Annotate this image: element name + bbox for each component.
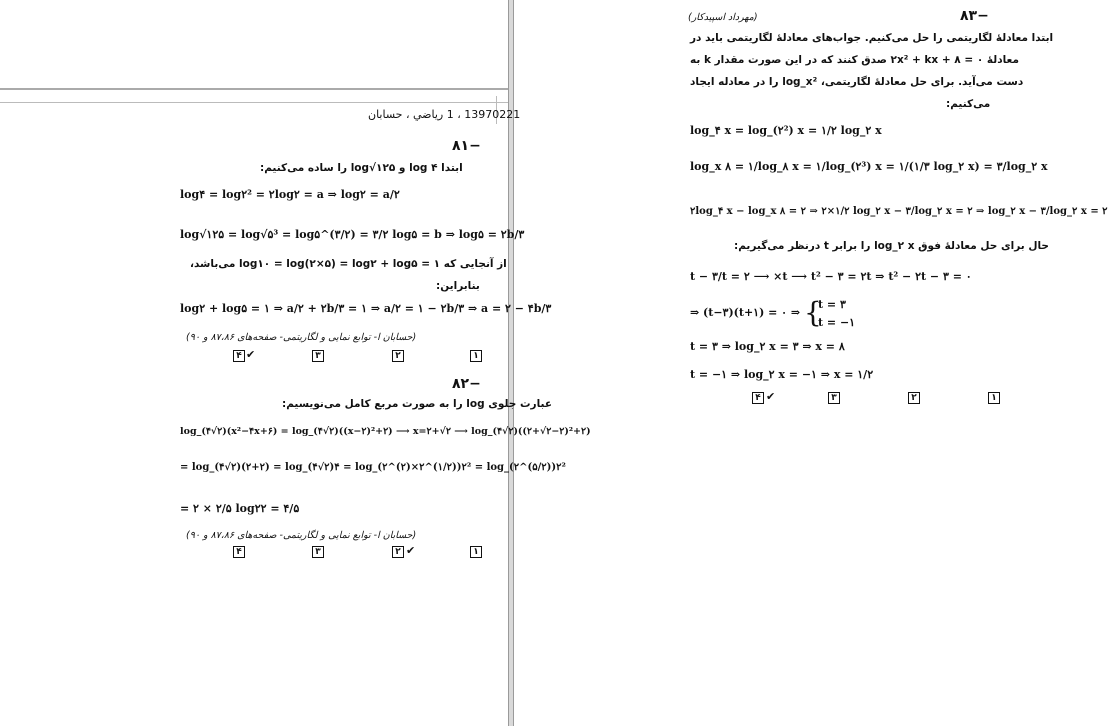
- q82-check-icon: ✔: [406, 544, 416, 557]
- question-81-source: (حسابان ا- توابع نمایی و لگاریتمی- صفحه‌های ۸۷،۸۶ و ۹۰): [186, 332, 417, 343]
- question-83-m2: log_x ۸ = ۱/log_۸ x = ۱/log_(۲³) x = ۱/(۱/۳ log_۲ x) = ۳/log_۲ x: [690, 160, 1048, 173]
- q82-choice-3[interactable]: ۳: [312, 546, 324, 558]
- question-81-line1: log۴ = log۲² = ۲log۲ = a ⇒ log۲ = a/۲: [180, 188, 400, 201]
- case-brace: {: [804, 296, 822, 329]
- question-81-text3: بنابراین:: [436, 280, 480, 292]
- question-81-intro: ابتدا ۴ log و log√۱۲۵ را ساده می‌کنیم:: [260, 162, 463, 174]
- question-83-m5: ⇒ (t−۳)(t+۱) = ۰ ⇒: [690, 306, 801, 319]
- q81-choice-4[interactable]: ۴: [233, 350, 245, 362]
- page-header: 13970221 ، 1 رياضي ، حسابان: [368, 108, 521, 121]
- question-82-line1: log_(۴√۲)(x²−۴x+۶) = log_(۴√۲)((x−۲)²+۲) ⟶ x=۲+√۲ ⟶ log_(۴√۲)((۲+√۲−۲)²+۲): [180, 426, 591, 437]
- question-81-number: ۸۱−: [452, 138, 481, 154]
- question-83-number: ۸۳−: [960, 8, 989, 24]
- question-82-line3: = ۲ × ۲/۵ log۲۲ = ۴/۵: [180, 502, 300, 515]
- question-83-m5b: t = −۱: [818, 316, 856, 329]
- q83-choice-1[interactable]: ۱: [988, 392, 1000, 404]
- q81-check-icon: ✔: [246, 348, 256, 361]
- q83-choice-2[interactable]: ۲: [908, 392, 920, 404]
- question-83-p3: دست می‌آید. برای حل معادلهٔ لگاریتمی، log_x² را در معادله ایجاد: [690, 76, 1024, 88]
- question-81-line3: log۲ + log۵ = ۱ ⇒ a/۲ + ۲b/۳ = ۱ ⇒ a/۲ = ۱ − ۲b/۳ ⇒ a = ۲ − ۴b/۳: [180, 302, 552, 315]
- question-81-text2: از آنجایی که ۱ = log۱۰ = log(۲×۵) = log۲ + log۵ می‌باشد،: [190, 258, 507, 270]
- question-83-p4: می‌کنیم:: [946, 98, 991, 110]
- question-82-number: ۸۲−: [452, 376, 481, 392]
- question-83-m4: t − ۳/t = ۲ ⟶ ×t ⟶ t² − ۳ = ۲t ⇒ t² − ۲t − ۳ = ۰: [690, 270, 972, 283]
- question-83-p1: ابتدا معادلهٔ لگاریتمی را حل می‌کنیم. جواب‌های معادلهٔ لگاریتمی باید در: [690, 32, 1054, 44]
- left-page-top-border: [0, 88, 508, 90]
- q83-choice-4[interactable]: ۴: [752, 392, 764, 404]
- q81-choice-1[interactable]: ۱: [470, 350, 482, 362]
- q81-choice-2[interactable]: ۲: [392, 350, 404, 362]
- question-83-p5: حال برای حل معادلهٔ فوق log_۲ x را برابر t درنظر می‌گیریم:: [734, 240, 1049, 252]
- question-83-p2: معادلهٔ ۰ = ۲x² + kx + ۸ صدق کنند که در این صورت مقدار k به: [690, 54, 1019, 66]
- question-82-line2: = log_(۴√۲)(۲+۲) = log_(۴√۲)۴ = log_(۲^(۲)×۲^(۱/۲))۲² = log_(۲^(۵/۲))۲²: [180, 462, 566, 473]
- question-83-m6: t = ۳ ⇒ log_۲ x = ۳ ⇒ x = ۸: [690, 340, 845, 353]
- question-82-intro: عبارت جلوی log را به صورت مربع کامل می‌نویسیم:: [282, 398, 552, 410]
- question-83-m3: ۲log_۴ x − log_x ۸ = ۲ ⇒ ۲×۱/۲ log_۲ x − ۳/log_۲ x = ۲ ⇒ log_۲ x − ۳/log_۲ x = ۲: [690, 206, 1108, 217]
- question-82-source: (حسابان ا- توابع نمایی و لگاریتمی- صفحه‌های ۸۷،۸۶ و ۹۰): [186, 530, 417, 541]
- question-83-m7: t = −۱ ⇒ log_۲ x = −۱ ⇒ x = ۱/۲: [690, 368, 874, 381]
- q83-check-icon: ✔: [766, 390, 776, 403]
- q83-choice-3[interactable]: ۳: [828, 392, 840, 404]
- question-83-m1: log_۴ x = log_(۲²) x = ۱/۲ log_۲ x: [690, 124, 882, 137]
- q82-choice-1[interactable]: ۱: [470, 546, 482, 558]
- q82-choice-2[interactable]: ۲: [392, 546, 404, 558]
- q81-choice-3[interactable]: ۳: [312, 350, 324, 362]
- question-83-author: (مهرداد اسپیدکار): [688, 12, 758, 23]
- header-rule: [0, 102, 508, 103]
- question-81-line2: log√۱۲۵ = log√۵³ = log۵^(۳/۲) = ۳/۲ log۵ = b ⇒ log۵ = ۲b/۳: [180, 228, 525, 241]
- q82-choice-4[interactable]: ۴: [233, 546, 245, 558]
- question-83-m5a: t = ۳: [818, 298, 846, 311]
